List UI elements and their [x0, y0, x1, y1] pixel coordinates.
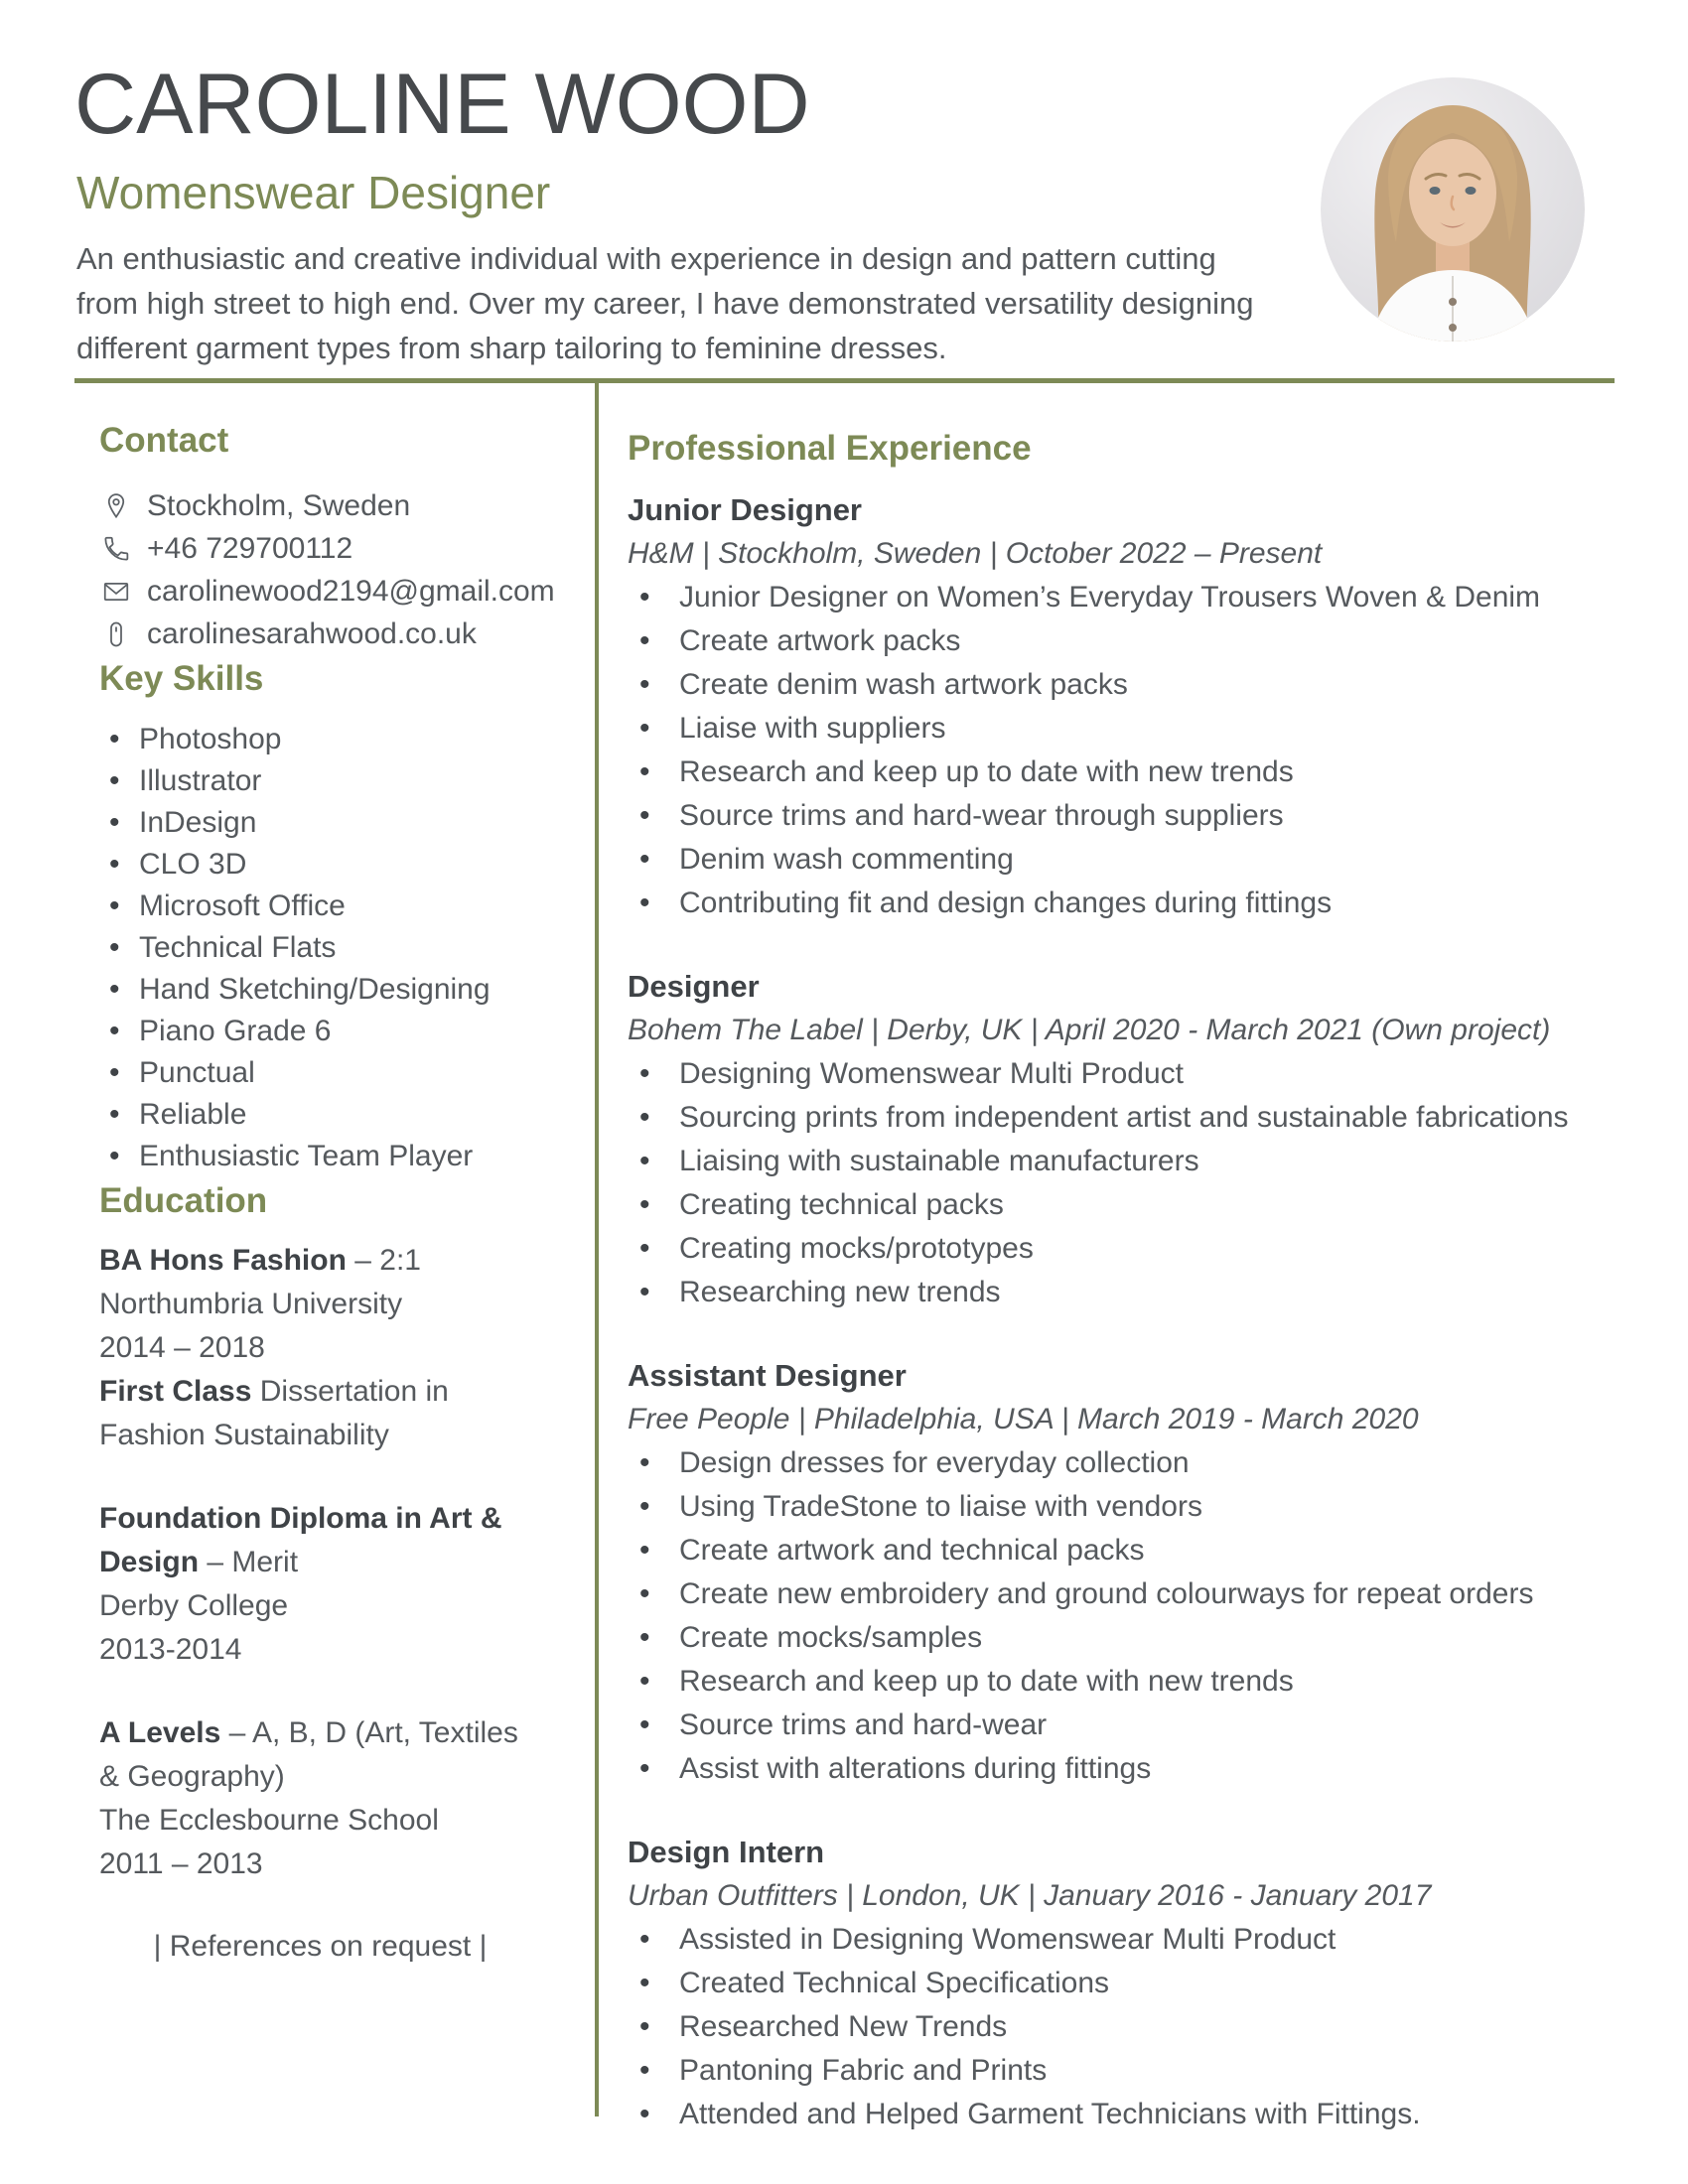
- contact-text: carolinewood2194@gmail.com: [147, 574, 555, 608]
- skill-item: • Illustrator: [99, 760, 541, 802]
- job-bullet: • Using TradeStone to liaise with vendors: [628, 1485, 1616, 1529]
- education-entry: [99, 1497, 541, 1672]
- skills-list: [99, 719, 541, 1177]
- education-text: Dissertation in Fashion Sustainability: [99, 1375, 449, 1451]
- job-title: Designer: [628, 969, 760, 1004]
- job-bullet: • Researching new trends: [628, 1271, 1616, 1314]
- contact-heading: Contact: [99, 421, 229, 460]
- job-title: Design Intern: [628, 1835, 825, 1869]
- profile-photo: [1321, 77, 1585, 341]
- education-line: [99, 1370, 541, 1457]
- education-line: [99, 1628, 541, 1672]
- job-title: Junior Designer: [628, 492, 862, 527]
- job-bullet: • Create denim wash artwork packs: [628, 663, 1616, 707]
- job-bullet: • Design dresses for everyday collection: [628, 1441, 1616, 1485]
- job-bullet: • Assist with alterations during fittings: [628, 1747, 1616, 1791]
- education-line: [99, 1283, 541, 1326]
- education-text: Derby College: [99, 1589, 289, 1622]
- job-meta: Urban Outfitters | London, UK | January 2016 - January 2017: [628, 1879, 1432, 1912]
- education-line: [99, 1843, 541, 1886]
- job-bullet: • Research and keep up to date with new trends: [628, 1660, 1616, 1704]
- job-bullet-list: [628, 576, 1616, 925]
- job-entry: [628, 488, 1616, 925]
- education-text: A Levels: [99, 1716, 221, 1749]
- email-icon: [99, 575, 133, 609]
- skill-item: • InDesign: [99, 802, 541, 844]
- education-heading: Education: [99, 1181, 268, 1220]
- contact-item: [99, 613, 541, 655]
- education-text: 2011 – 2013: [99, 1847, 263, 1880]
- job-bullet: • Contributing fit and design changes during fittings: [628, 882, 1616, 925]
- location-pin-icon: [99, 489, 133, 523]
- job-title: Assistant Designer: [628, 1358, 907, 1393]
- job-meta: Bohem The Label | Derby, UK | April 2020 - March 2021 (Own project): [628, 1014, 1551, 1046]
- education-line: [99, 1326, 541, 1370]
- job-bullet: • Create new embroidery and ground colourways for repeat orders: [628, 1572, 1616, 1616]
- education-line: [99, 1584, 541, 1628]
- education-text: The Ecclesbourne School: [99, 1804, 439, 1837]
- education-line: [99, 1711, 541, 1799]
- education-line: [99, 1497, 541, 1584]
- job-bullet-list: [628, 1918, 1616, 2136]
- vertical-divider: [595, 378, 599, 2116]
- contact-text: carolinesarahwood.co.uk: [147, 616, 477, 650]
- job-bullet: • Denim wash commenting: [628, 838, 1616, 882]
- job-bullet: • Liaise with suppliers: [628, 707, 1616, 751]
- contact-list: [99, 484, 555, 655]
- job-bullet: • Create mocks/samples: [628, 1616, 1616, 1660]
- job-bullet: • Researched New Trends: [628, 2005, 1616, 2049]
- skill-item: • Reliable: [99, 1094, 541, 1136]
- sidebar: [99, 417, 555, 1964]
- education-text: Northumbria University: [99, 1288, 403, 1320]
- skill-item: • Photoshop: [99, 719, 541, 760]
- headshot-illustration: [1321, 77, 1585, 341]
- education-text: BA Hons Fashion: [99, 1244, 347, 1277]
- job-bullet: • Junior Designer on Women’s Everyday Trousers Woven & Denim: [628, 576, 1616, 619]
- education-line: [99, 1239, 541, 1283]
- job-bullet: • Created Technical Specifications: [628, 1962, 1616, 2005]
- job-meta: H&M | Stockholm, Sweden | October 2022 – Present: [628, 537, 1323, 570]
- skill-item: • Technical Flats: [99, 927, 541, 969]
- education-text: – 2:1: [346, 1244, 421, 1277]
- education-text: 2014 – 2018: [99, 1331, 265, 1364]
- person-name: CAROLINE WOOD: [74, 57, 810, 152]
- person-title: Womenswear Designer: [76, 167, 551, 218]
- job-bullet: • Liaising with sustainable manufacturers: [628, 1140, 1616, 1183]
- job-meta: Free People | Philadelphia, USA | March 2019 - March 2020: [628, 1403, 1419, 1435]
- education-entry: [99, 1239, 541, 1457]
- job-entry: [628, 965, 1616, 1314]
- job-bullet: • Assisted in Designing Womenswear Multi Product: [628, 1918, 1616, 1962]
- job-bullet: • Source trims and hard-wear: [628, 1704, 1616, 1747]
- job-bullet: • Create artwork packs: [628, 619, 1616, 663]
- education-text: – Merit: [199, 1546, 299, 1578]
- skill-item: • Piano Grade 6: [99, 1011, 541, 1052]
- education-line: [99, 1799, 541, 1843]
- skill-item: • Enthusiastic Team Player: [99, 1136, 541, 1177]
- contact-text: Stockholm, Sweden: [147, 488, 411, 522]
- job-bullet: • Creating technical packs: [628, 1183, 1616, 1227]
- education-entry: [99, 1711, 541, 1886]
- education-text: Foundation Diploma in Art & Design: [99, 1502, 502, 1578]
- education-text: First Class: [99, 1375, 252, 1408]
- contact-item: [99, 527, 541, 570]
- education-list: [99, 1239, 541, 1886]
- skill-item: • Hand Sketching/Designing: [99, 969, 541, 1011]
- education-text: – A, B, D (Art, Textiles & Geography): [99, 1716, 518, 1793]
- skill-item: • CLO 3D: [99, 844, 541, 886]
- contact-text: +46 729700112: [147, 531, 353, 565]
- job-bullet: • Attended and Helped Garment Technicians with Fittings.: [628, 2093, 1616, 2136]
- contact-item: [99, 570, 555, 613]
- skill-item: • Microsoft Office: [99, 886, 541, 927]
- profile-summary: An enthusiastic and creative individual with experience in design and pattern cutting from high street to high end. Over my career, I have demonstrated versatility designing different garment types from sharp tailoring to feminine dresses.: [76, 241, 1254, 365]
- job-bullet-list: [628, 1052, 1616, 1314]
- horizontal-divider: [74, 378, 1615, 383]
- job-bullet: • Pantoning Fabric and Prints: [628, 2049, 1616, 2093]
- education-text: 2013-2014: [99, 1633, 242, 1666]
- job-entry: [628, 1831, 1616, 2136]
- job-bullet: • Source trims and hard-wear through suppliers: [628, 794, 1616, 838]
- job-bullet: • Sourcing prints from independent artist and sustainable fabrications: [628, 1096, 1616, 1140]
- job-bullet-list: [628, 1441, 1616, 1791]
- experience-section: [628, 425, 1616, 2136]
- experience-heading: Professional Experience: [628, 429, 1032, 468]
- skills-heading: Key Skills: [99, 659, 264, 698]
- phone-icon: [99, 532, 133, 566]
- job-list: [628, 488, 1616, 2136]
- job-bullet: • Creating mocks/prototypes: [628, 1227, 1616, 1271]
- skill-item: • Punctual: [99, 1052, 541, 1094]
- job-bullet: • Create artwork and technical packs: [628, 1529, 1616, 1572]
- references-note: | References on request |: [153, 1930, 488, 1963]
- job-bullet: • Designing Womenswear Multi Product: [628, 1052, 1616, 1096]
- job-bullet: • Research and keep up to date with new trends: [628, 751, 1616, 794]
- contact-item: [99, 484, 541, 527]
- job-entry: [628, 1354, 1616, 1791]
- website-icon: [99, 617, 133, 651]
